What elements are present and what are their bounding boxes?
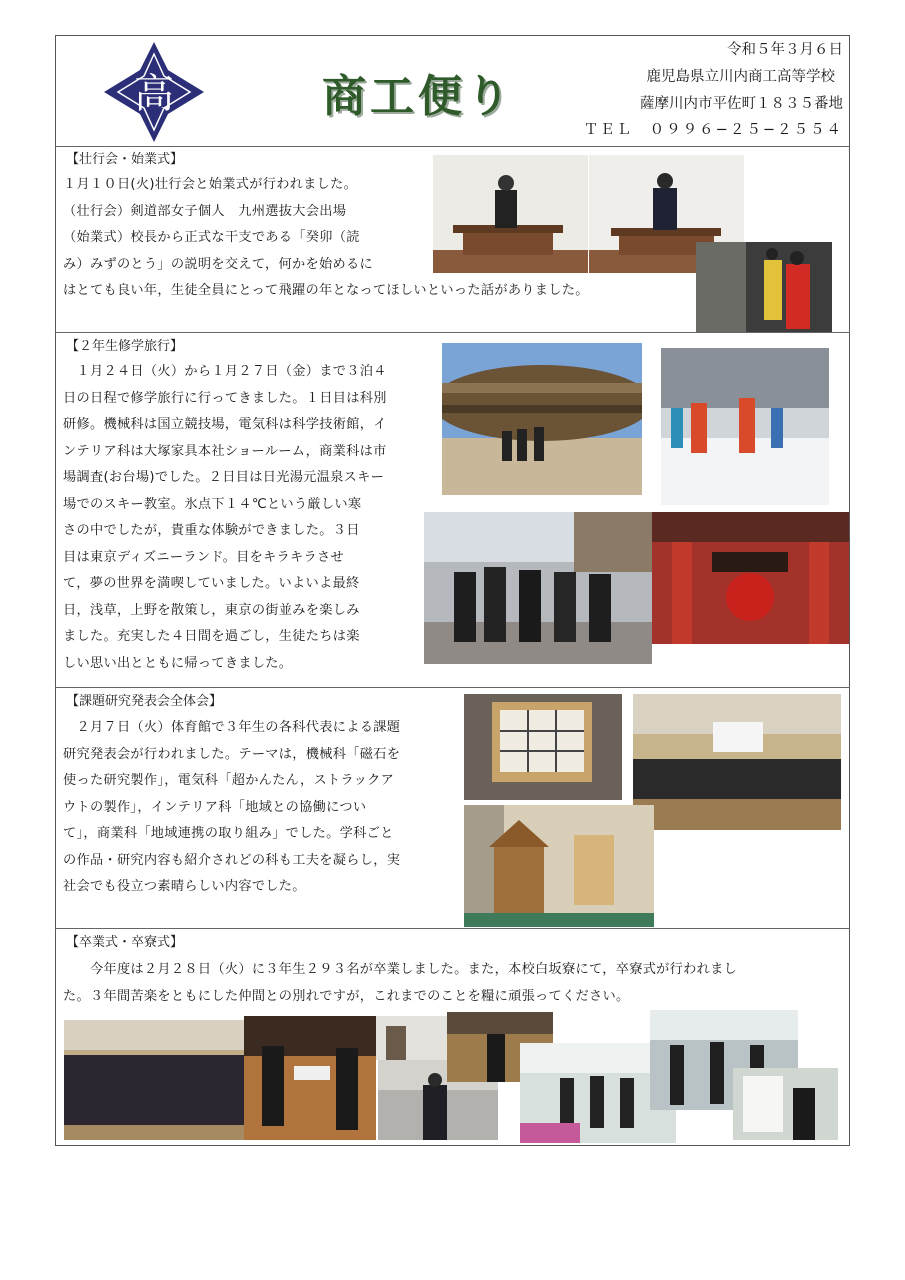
section-body-school-trip: １月２４日（火）から１月２７日（金）まで３泊４ 日の日程で修学旅行に行ってきました。１日目は科別 研修。機械科は国立競技場，電気科は科学技術館，イ ンテリア科は大塚家具本社ショールーム，商業科は市 場調査(お台場)でした。２日目は日光湯元温泉スキー 場でのスキー教室。氷点下１４℃という厳しい寒 さの中でしたが，貴重な体験ができました。３日 目は東京ディズニーランド。目をキラキラさせ て，夢の世界を満喫していました。いよいよ最終 日，浅草，上野を散策し，東京の街並みを楽しみ ました。充実した４日間を過ごし，生徒たちは楽 しい思い出とともに帰ってきました。 — [63, 364, 387, 671]
section-heading-ceremony: 【壮行会・始業式】 — [66, 152, 184, 167]
photo-speech-1 — [433, 155, 588, 273]
school-phone: ＴＥＬ ０９９６−２５−２５５４ — [583, 122, 843, 138]
emblem-character: 高 — [134, 71, 174, 117]
photo-asakusa-gate — [652, 512, 849, 644]
photo-dorm-banner — [733, 1068, 838, 1140]
photo-national-stadium — [442, 343, 642, 495]
section-body-ceremony: １月１０日(火)壮行会と始業式が行われました。 （壮行会）剣道部女子個人 九州選抜大会出場 （始業式）校長から正式な干支である「癸卯（読 み）みずのとう」の説明を交えて，何かを始めるに はとても良い年，生徒全員にとって飛躍の年となってほしいといった話がありました。 — [63, 177, 589, 298]
photo-magnet-board — [464, 694, 622, 800]
issue-date: 令和５年３月６日 — [727, 42, 843, 58]
photo-diploma-award — [244, 1016, 376, 1140]
divider — [55, 332, 850, 333]
section-body-research: ２月７日（火）体育館で３年生の各科代表による課題 研究発表会が行われました。テーマは，機械科「磁石を 使った研究製作」，電気科「超かんたん，ストラックア ウトの製作」，インテリア科「地域との協働につい て」，商業科「地域連携の取り組み」でした。学科ごと の作品・研究内容も紹介されどの科も工夫を凝らし，実 社会でも役立つ素晴らしい内容でした。 — [63, 720, 401, 894]
school-emblem-icon — [102, 40, 206, 144]
section-heading-graduation: 【卒業式・卒寮式】 — [66, 935, 184, 950]
section-heading-research: 【課題研究発表会全体会】 — [66, 694, 223, 709]
photo-send-off — [696, 242, 832, 332]
photo-wooden-works — [464, 805, 654, 927]
school-address: 薩摩川内市平佐町１８３５番地 — [640, 96, 843, 112]
divider — [55, 146, 850, 147]
section-body-graduation: 今年度は２月２８日（火）に３年生２９３名が卒業しました。また，本校白坂寮にて，卒寮式が行われまし た。３年間苦楽をともにした仲間との別れですが，これまでのことを糧に頑張ってください。 — [63, 962, 738, 1004]
newsletter-title: 商工便り — [322, 71, 514, 122]
photo-ski-lesson — [661, 348, 829, 505]
photo-gym-presentation — [633, 694, 841, 830]
photo-disneyland — [424, 512, 652, 664]
school-name: 鹿児島県立川内商工高等学校 — [646, 69, 835, 85]
divider — [55, 687, 850, 688]
section-heading-school-trip: 【２年生修学旅行】 — [66, 339, 184, 354]
divider — [55, 928, 850, 929]
photo-hall-corner — [376, 1016, 448, 1060]
photo-graduation-hall — [64, 1020, 244, 1140]
